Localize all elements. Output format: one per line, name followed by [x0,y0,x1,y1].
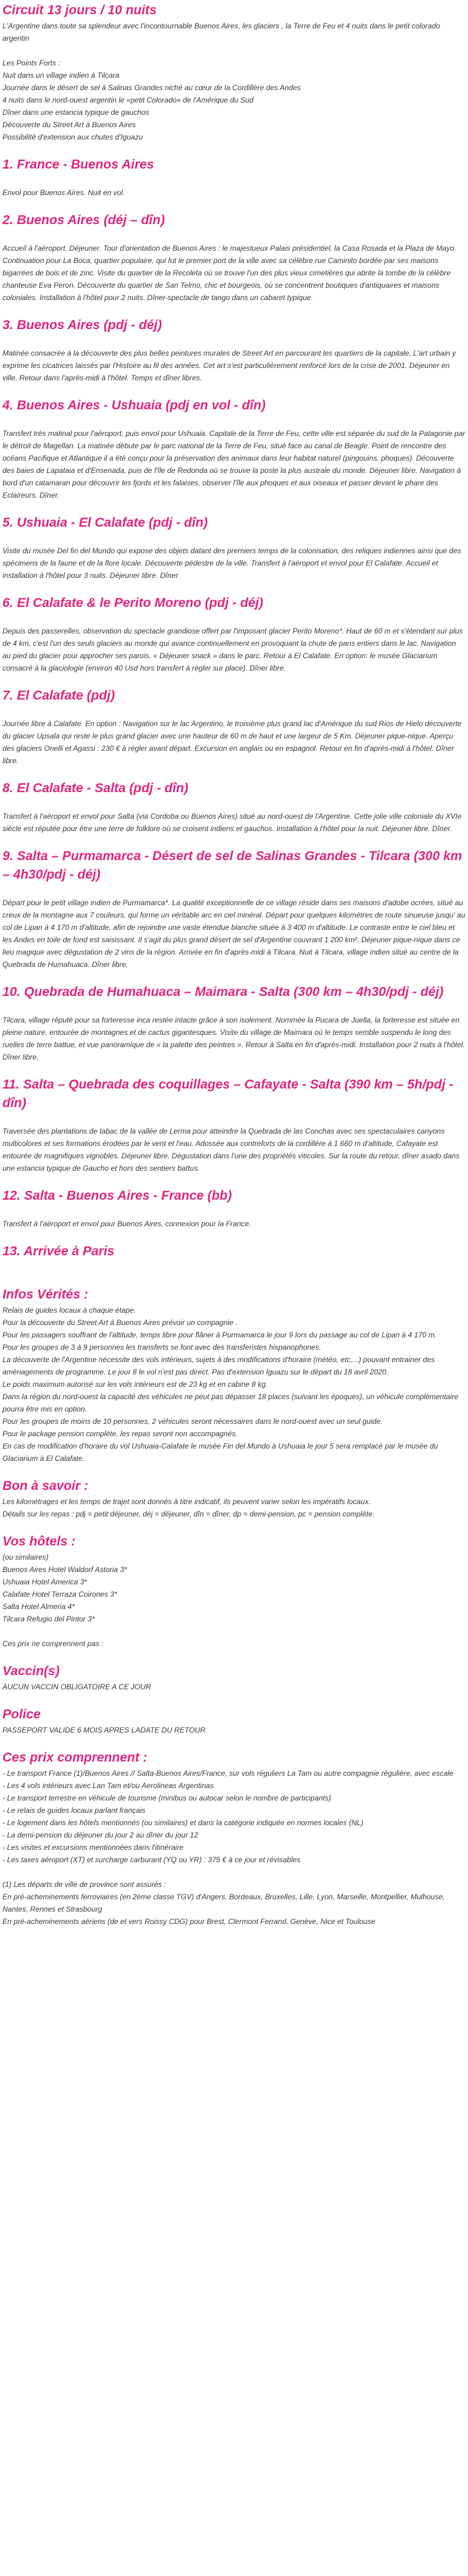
infos-line: Pour les groupes de 3 à 9 personnes les transferts se font avec des transferistes hispanophones. [2,1343,322,1352]
comprennent-list [2,1767,466,1866]
footnote-line: En pré-acheminements aériens (de et vers Roissy CDG) pour Brest, Clermont Ferrand, Genève, Nice et Toulouse [2,1917,375,1926]
comprennent-heading: Ces prix comprennent : [2,1750,148,1765]
day-text: Accueil à l'aéroport. Déjeuner. Tour d'orientation de Buenos Aires : le majestueux Palais présidentiel, la Casa Rosada et la Plaza de Mayo. Continuation pour La Boca, quartier populaire, qui fut le premier port de la ville avec sa célèbre rue Caminito bordée par ses maisons bigarrées de bois et de zinc. Visite du quartier de la Recoleta où se trouve l'un des plus vieux cimetières qui abrite la tombe de la célèbre chanteuse Eva Peron. Découverte du quartier de San Telmo, chic et bourgeois, où se concentrent boutiques d'antiquaires et maisons coloniales. Installation à l'hôtel pour 2 nuits. Dîner-spectacle de tango dans un cabaret typique. [2,244,456,302]
day-text: Départ pour le petit village indien de Purmamarca*. La qualité exceptionnelle de ce village réside dans ses maisons d'adobe ocrées, situé au creux de la montagne aux 7 couleurs, qui forme un véritable arc en ciel minéral. Départ pour quelques kilomètres de route sinueuse jusqu' au col de Lipan à 4 170 m d'altitude, afin de rejoindre une vaste étendue blanche située à 3 400 m d'altitude. Le contraste entre le ciel bleu et les Andes en toile de fond est saisissant. Il s'agit du plus grand désert de sel d'Argentine couvrant 1 200 km². Déjeuner pique-nique dans ce lieu magique avec dégustation de 2 vins de la région. Arrivée en fin d'après-midi à Tilcara. Nuit à Tilcara, village indien situé au centre de la Quebrada de Humahuaca. Dîner libre. [2,898,466,969]
savoir-line: Détails sur les repas : pdj = petit déjeuner, déj = déjeuner, dîn = dîner, dp = demi-pension, pc = pension complète. [2,1510,375,1518]
prix-non-compris-text: Ces prix ne comprennent pas : [2,1639,104,1648]
comprennent-line: - Le relais de guides locaux parlant français [2,1806,146,1815]
infos-line: Le poids maximum autorisé sur les vols intérieurs est de 23 kg et en cabine 8 kg. [2,1380,268,1389]
comprennent-line: - La demi-pension du déjeuner du jour 2 au dîner du jour 12 [2,1831,198,1839]
page-title: Circuit 13 jours / 10 nuits [2,3,157,17]
hotel-line: Buenos Aires Hotel Waldorf Astoria 3* [2,1565,127,1574]
points-fort-item: 4 nuits dans le nord-ouest argentin le «petit Colorado» de l'Amérique du Sud [2,96,254,104]
day-text: Transfert à l'aéroport et envol pour Salta (via Cordoba ou Buenos Aires) situé au nord-ouest de l'Argentine. Cette jolie ville coloniale du XVIe siècle est réputée pour être une terre de folklore où se croisent indiens et gauchos. Installation à l'hôtel pour la nuit. Déjeuner libre. Dîner. [2,812,462,833]
footnote-line: En pré-acheminements ferroviaires (en 2ème classe TGV) d'Angers, Bordeaux, Bruxelles, Lille, Lyon, Marseille, Montpellier, Mulhouse, Nantes, Rennes et Strasbourg [2,1892,445,1913]
day-heading: 13. Arrivée à Paris [2,1244,115,1258]
points-fort-heading: Les Points Forts : [2,59,61,67]
day-heading: 12. Salta - Buenos Aires - France (bb) [2,1189,232,1203]
day-heading: 9. Salta – Purmamarca - Désert de sel de Salinas Grandes - Tilcara (300 km – 4h30/pdj - déj) [2,849,462,882]
day-heading: 5. Ushuaia - El Calafate (pdj - dîn) [2,516,208,530]
day-heading: 3. Buenos Aires (pdj - déj) [2,318,162,332]
vaccin-heading: Vaccin(s) [2,1664,60,1678]
hotel-line: Ushuaia Hotel America 3* [2,1578,87,1586]
infos-line: En cas de modification d'horaire du vol Ushuaia-Calafate le musée Fin del Mundo à Ushuaia le jour 5 sera remplacé par le musée du Glaciarium à El Calafate. [2,1442,438,1463]
day-text: Depuis des passerelles, observation du spectacle grandiose offert par l'imposant glacier Perito Moreno*. Haut de 60 m et s'étendant sur plus de 4 km, c'est l'un des seuls glaciers au monde qui avance continuellement en provoquant la chute de pans entiers dans le lac. Navigation au pied du glacier pour approcher ses parois. « Déjeuner snack » dans le parc. Retour à El Calafate. En option: le musée Glaciarium consacré à la glaciologie (environ 40 Usd hors transfert à régler sur place). Dîner libre. [2,627,463,672]
day-text: Journée libre à Calafate. En option : Navigation sur le lac Argentino, le troisième plus grand lac d'Amérique du sud Rios de Hielo découverte du glacier Upsala qui reste le plus grand glacier avec une hauteur de 60 m de haut et une largeur de 5 Km. Déjeuner pique-nique. Aperçu des glaciers Onelli et Agassi : 230 € à régler avant départ. Excursion en anglais ou en espagnol. Retour en fin d'après-midi à l'hôtel. Dîner libre. [2,719,462,765]
hotels-heading: Vos hôtels : [2,1534,76,1549]
hotel-line: Tilcara Refugio del Pintor 3* [2,1615,95,1623]
comprennent-line: - Le transport France (1)/Buenos Aires // Salta-Buenos Aires/France, sur vols réguliers La Tam ou autre compagnie régulière, avec escale [2,1769,454,1778]
day-heading: 11. Salta – Quebrada des coquillages – Cafayate - Salta (390 km – 5h/pdj - dîn) [2,1077,454,1110]
police-text: PASSEPORT VALIDE 6 MOIS APRES LADATE DU RETOUR [2,1726,206,1734]
police-heading: Police [2,1707,41,1721]
vaccin-text: AUCUN VACCIN OBLIGATOIRE A CE JOUR [2,1683,151,1691]
points-fort-item: Découverte du Street Art à Buenos Aires [2,120,136,129]
day-heading: 1. France - Buenos Aires [2,157,154,172]
comprennent-line: - Les visites et excursions mentionnées dans l'itinéraire [2,1843,184,1852]
comprennent-line: - Le logement dans les hôtels mentionnés (ou similaires) et dans la catégorie indiquée en normes locales (NL) [2,1818,364,1827]
savoir-line: Les kilométrages et les temps de trajet sont donnés à titre indicatif, ils peuvent varier selon les impératifs locaux. [2,1497,371,1506]
footnote-line: (1) Les départs de ville de province sont assurés : [2,1880,166,1889]
points-fort-item: Possibilité d'extension aux chutes d'Iguazu [2,133,143,141]
day-text: Tilcara, village réputé pour sa forteresse inca restée intacte grâce à son isolement. Nommée la Pucara de Juella, la forteresse est située en pleine nature, entourée de montagnes et de cactus gigantesques. Visite du village de Maimara où le temps semble suspendu le long des ruelles de terre battue, et vue panoramique de « la palette des peintres ». Retour à Salta en fin d'après-midi. Installation pour 2 nuits à l'hôtel. Dîner libre. [2,1016,466,1061]
footnote-list [2,1878,466,1928]
comprennent-line: - Le transport terrestre en véhicule de tourisme (minibus ou autocar selon le nombre de participants) [2,1794,332,1802]
infos-line: Pour les groupes de moins de 10 personnes, 2 véhicules seront nécessaires dans le nord-ouest avec un seul guide. [2,1417,383,1426]
hotels-list [2,1551,466,1625]
intro-text: L'Argentine dans toute sa splendeur avec l'incontournable Buenos Aires, les glaciers , la Terre de Feu et 4 nuits dans le petit colorado argentin [2,22,440,43]
hotel-line: (ou similaires) [2,1553,49,1562]
day-heading: 4. Buenos Aires - Ushuaia (pdj en vol - dîn) [2,398,266,412]
infos-line: La découverte de l'Argentine nécessite des vols intérieurs, sujets à des modifications d'horaire (météo, etc,...) pouvant entrainer des aménagements de programme. Le jour 8 le vol n'est pas direct. Pas d'extension Iguazu sur le départ du 18 avril 2020. [2,1355,435,1376]
infos-heading: Infos Vérités : [2,1287,88,1302]
infos-line: Pour la découverte du Street Art à Buenos Aires prévoir un compagnie . [2,1318,238,1327]
hotel-line: Salta Hotel Almeria 4* [2,1602,75,1611]
day-heading: 7. El Calafate (pdj) [2,688,115,703]
day-heading: 6. El Calafate & le Perito Moreno (pdj - déj) [2,596,264,610]
savoir-heading: Bon à savoir : [2,1479,88,1493]
infos-line: Dans la région du nord-ouest la capacité des véhicules ne peut pas dépasser 18 places (suivant les époques), un véhicule complémentaire pourra être mis en option. [2,1392,459,1413]
day-text: Visite du musée Del fin del Mundo qui expose des objets datant des premiers temps de la colonisation, des reliques indiennes ainsi que des spécimens de la faune et de la flore locale. Découverte pédestre de la ville. Transfert à l'aéroport et envol pour El Calafate. Accueil et installation à l'hôtel pour 3 nuits. Déjeuner libre. Dîner. [2,546,461,580]
points-fort-item: Dîner dans une estancia typique de gauchos [2,108,149,117]
infos-line: Pour les passagers souffrant de l'altitude, temps libre pour flâner à Purmamarca le jour 9 lors du passage au col de Lipan à 4 170 m. [2,1331,437,1339]
day-heading: 8. El Calafate - Salta (pdj - dîn) [2,781,189,795]
day-heading: 2. Buenos Aires (déj – dîn) [2,213,165,227]
comprennent-line: - Les taxes aéroport (XT) et surcharge carburant (YQ ou YR) : 375 € à ce jour et révisables [2,1855,301,1864]
day-text: Traversée des plantations de tabac de la vallée de Lerma pour atteindre la Quebrada de las Conchas avec ses spectaculaires canyons multicolores et ses formations érodées par le vent et l'eau. Adossée aux contreforts de la cordillère à 1 660 m d'altitude, Cafayate est entourée de magnifiques vignobles. Déjeuner libre. Dégustation dans l'une des propriétés viticoles. Sur la route du retour, dîner asado dans une estancia typique de Gaucho et hors des sentiers battus. [2,1127,460,1173]
savoir-list [2,1495,466,1520]
infos-line: Pour le package pension complète, les repas seront non accompagnés. [2,1429,238,1438]
points-fort-item: Journée dans le désert de sel à Salinas Grandes niché au cœur de la Cordillère des Andes [2,83,301,92]
day-text: Transfert à l'aéroport et envol pour Buenos Aires, connexion pour la France. [2,1219,251,1228]
comprennent-line: - Les 4 vols intérieurs avec Lan Tam et/ou Aerolineas Argentinas [2,1781,214,1790]
day-heading: 10. Quebrada de Humahuaca – Maimara - Salta (300 km – 4h30/pdj - déj) [2,985,444,999]
hotel-line: Calafate Hotel Terraza Coirones 3* [2,1590,117,1599]
day-text: Matinée consacrée à la découverte des plus belles peintures murales de Street Art en parcourant les quartiers de la capitale. L'art urbain y exprime les cicatrices laissés par l'Histoire au fil des années. Cet art s'est particulièrement renforcé lors de la crise de 2001. Déjeuner en ville. Retour dans l'après-midi à l'hôtel. Temps et dîner libres. [2,349,456,382]
day-text: Transfert très matinal pour l'aéroport, puis envol pour Ushuaia. Capitale de la Terre de Feu, cette ville est séparée du sud de la Patagonie par le détroit de Magellan. La matinée débute par le parc national de la Terre de Feu, situé face au canal de Beagle. Point de rencontre des océans Pacifique et Atlantique il a été conçu pour la préservation des animaux dans leur habitat naturel (pingouins, phoques). Découverte des baies de Lapataia et d'Ensenada, puis de l'île de Redonda où se trouve la poste la plus australe du monde. Déjeuner libre. Navigation à bord d'un catamaran pour découvrir les fjords et les falaises, observer l'île aux phoques et aux oiseaux et passer devant le phare des Eclaireurs. Dîner. [2,429,466,500]
infos-list [2,1304,466,1465]
infos-line: Relais de guides locaux à chaque étape. [2,1306,136,1315]
points-fort [2,57,466,143]
day-text: Envol pour Buenos Aires. Nuit en vol. [2,188,125,197]
points-fort-item: Nuit dans un village indien à Tilcara [2,71,120,80]
